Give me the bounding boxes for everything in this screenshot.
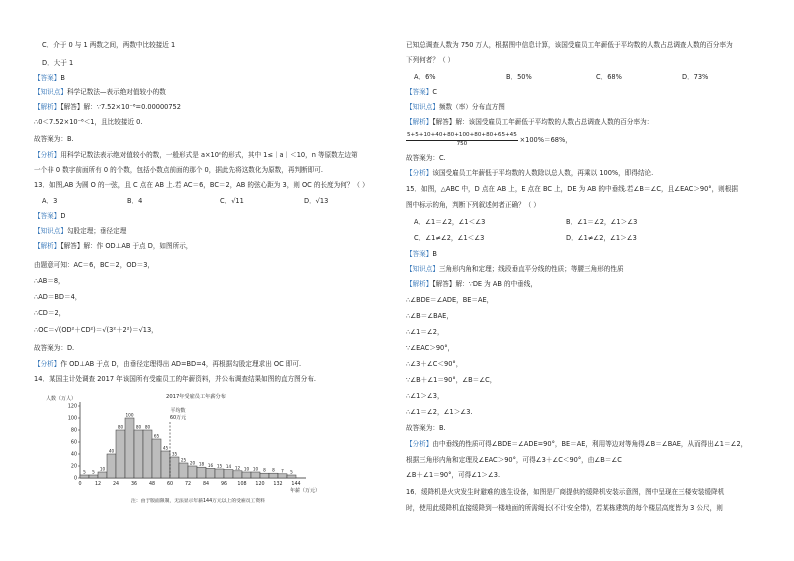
bar-data-label: 40 <box>108 448 115 454</box>
knowledge-tag: 【知识点】 <box>406 265 439 273</box>
x-tick-label: 72 <box>184 482 192 487</box>
histogram-bar <box>179 463 188 478</box>
histogram-bar <box>197 467 206 478</box>
bar-data-label: 8 <box>272 467 275 473</box>
summary-line <box>34 152 358 159</box>
q15-option-b: B．∠1＝∠2，∠1＞∠3 <box>566 218 638 226</box>
analysis-line <box>34 243 192 250</box>
bar-data-label: 10 <box>243 466 250 472</box>
fraction-expression <box>406 133 572 147</box>
conclusion-line: 故答案为：B. <box>406 424 446 432</box>
answer-value: D <box>60 212 66 220</box>
analysis-tag: 【解析】 <box>34 242 61 250</box>
histogram-bar <box>152 439 161 478</box>
histogram-bar <box>188 466 197 478</box>
q14-option-d: D．73% <box>682 73 709 81</box>
analysis-line <box>406 119 653 126</box>
x-tick-label: 96 <box>220 482 228 487</box>
knowledge-text: 频数（率）分布直方图 <box>438 103 505 111</box>
histogram-bar <box>251 472 260 478</box>
histogram-bar <box>278 474 287 478</box>
knowledge-line <box>34 89 166 96</box>
q15-option-a: A．∠1＝∠2，∠1＜∠3 <box>414 218 486 226</box>
bar-data-label: 80 <box>144 424 151 430</box>
bar-data-label: 18 <box>198 461 205 467</box>
bar-data-label: 10 <box>252 466 259 472</box>
y-tick-label: 40 <box>70 452 77 458</box>
question-15-line-2: 图中标示的角，判断下列叙述何者正确？（ ） <box>406 201 540 209</box>
knowledge-text: 勾股定理；垂径定理 <box>66 227 127 235</box>
q15-option-d: D．∠1≠∠2，∠1＞∠3 <box>566 234 637 242</box>
knowledge-tag: 【知识点】 <box>406 103 439 111</box>
x-axis-label: 年薪（万元） <box>290 488 320 494</box>
x-tick-label: 84 <box>202 482 210 487</box>
knowledge-line <box>406 266 624 273</box>
conclusion-line: 故答案为：D. <box>34 344 75 352</box>
answer-line <box>34 213 65 220</box>
solution-line: ∴∠3＋∠C＜90°， <box>406 360 463 368</box>
x-tick-label: 120 <box>255 482 265 487</box>
y-tick-label: 60 <box>70 440 77 446</box>
histogram-bar <box>98 472 107 478</box>
solution-line: ∵∠B＋∠1＝90°，∠B＝∠C， <box>406 376 497 384</box>
q13-option-c: C．√11 <box>220 197 244 205</box>
histogram-bar <box>269 473 278 478</box>
bar-data-label: 12 <box>234 465 241 471</box>
histogram-bar <box>224 470 233 478</box>
solution-line: ∴0＜7.52×10⁻⁶＜1，且比较接近 0. <box>34 118 143 126</box>
answer-value: B <box>432 250 437 258</box>
histogram-bar <box>260 473 269 478</box>
answer-tag: 【答案】 <box>34 212 61 220</box>
chart-note: 注：由于版面限制，无法显示年薪144万元以上的受雇员工资料 <box>131 499 265 504</box>
bar-data-label: 7 <box>281 468 284 474</box>
x-tick-label: 48 <box>148 482 156 487</box>
fraction-numerator: 5+5+10+40+80+100+80+80+65+45 <box>406 133 518 141</box>
histogram-bar <box>107 454 116 478</box>
chart-title: 2017年受雇员工年薪分布 <box>166 394 226 400</box>
fraction-denominator: 750 <box>456 140 468 147</box>
histogram-bar <box>134 430 143 478</box>
fraction-tail: ×100%＝68%， <box>519 135 572 144</box>
bar-data-label: 80 <box>117 424 124 430</box>
summary-tag: 【分析】 <box>406 169 433 177</box>
answer-tag: 【答案】 <box>406 250 433 258</box>
mean-label: 平均数 <box>170 408 186 414</box>
conclusion-line: 故答案为：B. <box>34 135 74 143</box>
bar-data-label: 10 <box>99 466 106 472</box>
summary-tag: 【分析】 <box>406 440 433 448</box>
knowledge-tag: 【知识点】 <box>34 227 67 235</box>
summary-line <box>406 441 747 448</box>
bar-data-label: 5 <box>290 469 293 475</box>
question-16-line-2: 时，使用此缓降机直接缓降到一楼地面的所需绳长(不计安全带)，若某栋建筑的每个楼层高度皆为 3 公尺，则 <box>406 504 723 512</box>
solution-line: ∴∠1＞∠3， <box>406 392 444 400</box>
histogram-bar <box>233 471 242 478</box>
solution-line: ∴OC＝√(OD²＋CD²)＝√(3²＋2²)＝√13， <box>34 326 158 334</box>
solution-line: ∴AB＝8， <box>34 277 65 285</box>
q12-option-d: D．大于 1 <box>42 59 74 67</box>
summary-text: 用科学记数法表示绝对值较小的数，一般形式是 a×10ⁿ的形式，其中 1≤｜a｜＜10，n 等原数左边第 <box>60 151 358 159</box>
conclusion-line: 故答案为：C. <box>406 154 446 162</box>
question-16: 16．缓降机是火灾发生时避难的逃生设备，如图是厂商提供的缓降机安装示意图，图中呈现在三楼安装缓降机 <box>406 488 725 496</box>
knowledge-text: 科学记数法—表示绝对值较小的数 <box>66 88 166 96</box>
q13-option-b: B．4 <box>127 197 143 205</box>
analysis-tag: 【解析】 <box>406 118 433 126</box>
q14-stem-line-2: 下列何者？（ ） <box>406 56 455 64</box>
bar-data-label: 5 <box>92 469 95 475</box>
x-tick-label: 0 <box>78 482 82 487</box>
analysis-tag: 【解析】 <box>406 280 433 288</box>
answer-tag: 【答案】 <box>406 88 433 96</box>
bar-data-label: 20 <box>189 460 196 466</box>
analysis-text: 【解答】解：∵7.52×10⁻⁶=0.00000752 <box>60 103 181 111</box>
solution-line: ∴∠1＝∠2，∠1＞∠3. <box>406 408 473 416</box>
solution-line: ∵∠EAC＞90°， <box>406 344 455 352</box>
bar-data-label: 8 <box>263 467 266 473</box>
q12-option-c: C．介于 0 与 1 两数之间，两数中比较接近 1 <box>42 41 176 49</box>
fraction <box>406 133 518 147</box>
y-tick-label: 20 <box>70 464 77 470</box>
summary-line-2: 根据三角形内角和定理及∠EAC＞90°，可得∠3＋∠C＜90°，由∠B＝∠C <box>406 456 622 464</box>
x-tick-label: 36 <box>130 482 138 487</box>
bar-data-label: 25 <box>180 457 187 463</box>
x-tick-label: 108 <box>237 482 247 487</box>
bar-data-label: 65 <box>153 433 160 439</box>
summary-tag: 【分析】 <box>34 151 61 159</box>
histogram-bar <box>125 418 134 478</box>
summary-text: 该国受雇员工年薪低于平均数的人数除以总人数，再乘以 100%，即得结论. <box>432 169 654 177</box>
summary-tag: 【分析】 <box>34 360 61 368</box>
y-tick-label: 0 <box>73 476 77 482</box>
q13-option-d: D．√13 <box>304 197 329 205</box>
solution-line: ∴AD＝BD＝4， <box>34 293 82 301</box>
x-tick-label: 12 <box>94 482 102 487</box>
bar-data-label: 35 <box>171 451 178 457</box>
answer-line <box>34 75 65 82</box>
knowledge-line <box>34 228 126 235</box>
q14-option-a: A．6% <box>414 73 436 81</box>
q13-option-a: A．3 <box>42 197 58 205</box>
histogram-bar <box>215 469 224 478</box>
question-14: 14．某国主计处调查 2017 年该国所有受雇员工的年薪资料，并公布调查结果如图的直方图分布. <box>34 375 317 383</box>
salary-histogram <box>40 388 320 516</box>
solution-line: 由题意可知：AC＝6，BC＝2，OD＝3， <box>34 261 154 269</box>
bar-data-label: 45 <box>162 445 169 451</box>
analysis-line <box>34 104 181 111</box>
y-axis-label: 人数（万人） <box>46 396 77 402</box>
analysis-text: 【解答】解：作 OD⊥AB 于点 D，如图所示， <box>60 242 193 250</box>
y-tick-label: 80 <box>70 428 77 434</box>
histogram-bar <box>170 457 179 478</box>
analysis-text: 【解答】解：∵DE 为 AB 的中垂线， <box>432 280 537 288</box>
q15-option-c: C．∠1≠∠2，∠1＜∠3 <box>414 234 485 242</box>
bar-data-label: 5 <box>83 469 86 475</box>
y-tick-label: 120 <box>67 404 77 410</box>
histogram-bar <box>80 475 89 478</box>
bar-data-label: 100 <box>125 412 134 418</box>
summary-text: 作 OD⊥AB 于点 D，由垂径定理得出 AD=BD=4，再根据勾股定理求出 OC 即可. <box>60 360 302 368</box>
summary-line-3: ∠B＋∠1＝90°，可得∠1＞∠3. <box>406 471 501 479</box>
question-15: 15．如图，△ABC 中，D 点在 AB 上，E 点在 BC 上，DE 为 AB 的中垂线.若∠B＝∠C，且∠EAC＞90°，则根据 <box>406 185 738 193</box>
histogram-bar <box>116 430 125 478</box>
answer-value: B <box>60 74 65 82</box>
q14-stem-line: 已知总调查人数为 750 万人，根据图中信息计算，该国受雇员工年薪低于平均数的人数占总调查人数的百分率为 <box>406 41 733 49</box>
x-tick-label: 60 <box>166 482 174 487</box>
solution-line: ∴∠B＝∠BAE， <box>406 312 453 320</box>
summary-text: 由中垂线的性质可得∠BDE＝∠ADE=90°，BE＝AE，利用等边对等角得∠B＝∠BAE，从而得出∠1＝∠2， <box>432 440 748 448</box>
bar-data-label: 16 <box>207 462 214 468</box>
x-tick-label: 144 <box>291 482 301 487</box>
histogram-bar <box>161 451 170 478</box>
histogram-bar <box>206 468 215 478</box>
histogram-bar <box>89 475 98 478</box>
answer-line <box>406 89 437 96</box>
x-tick-label: 132 <box>273 482 283 487</box>
solution-line: ∴∠1＝∠2， <box>406 328 444 336</box>
answer-value: C <box>432 88 437 96</box>
q14-option-b: B．50% <box>506 73 532 81</box>
bar-data-label: 14 <box>225 464 232 470</box>
knowledge-text: 三角形内角和定理；线段垂直平分线的性质；等腰三角形的性质 <box>438 265 624 273</box>
solution-line: ∴∠BDE＝∠ADE，BE＝AE， <box>406 296 494 304</box>
knowledge-line <box>406 104 505 111</box>
y-tick-label: 100 <box>67 416 77 422</box>
histogram-bar <box>143 430 152 478</box>
bar-data-label: 15 <box>216 463 223 469</box>
question-13: 13．如图,AB 为圆 O 的一弦，且 C 点在 AB 上.若 AC＝6，BC＝2，AB 的弦心距为 3，则 OC 的长度为何？（ ） <box>34 181 369 189</box>
answer-tag: 【答案】 <box>34 74 61 82</box>
histogram-bar <box>287 475 296 478</box>
bar-data-label: 80 <box>135 424 142 430</box>
answer-line <box>406 251 437 258</box>
mean-value-label: 60万元 <box>169 415 187 421</box>
summary-line <box>406 170 653 177</box>
analysis-line <box>406 281 537 288</box>
x-tick-label: 24 <box>112 482 120 487</box>
analysis-text: 【解答】解：该国受雇员工年薪低于平均数的人数占总调查人数的百分率为： <box>432 118 654 126</box>
q14-option-c: C．68% <box>596 73 622 81</box>
knowledge-tag: 【知识点】 <box>34 88 67 96</box>
analysis-tag: 【解析】 <box>34 103 61 111</box>
summary-line <box>34 361 301 368</box>
solution-line: ∴CD＝2， <box>34 309 66 317</box>
histogram-bar <box>242 472 251 478</box>
summary-line-2: 一个非 0 数字前面所有 0 的个数，包括小数点前面的那个 0，据此先将这数化为原数，再判断即可. <box>34 166 323 174</box>
